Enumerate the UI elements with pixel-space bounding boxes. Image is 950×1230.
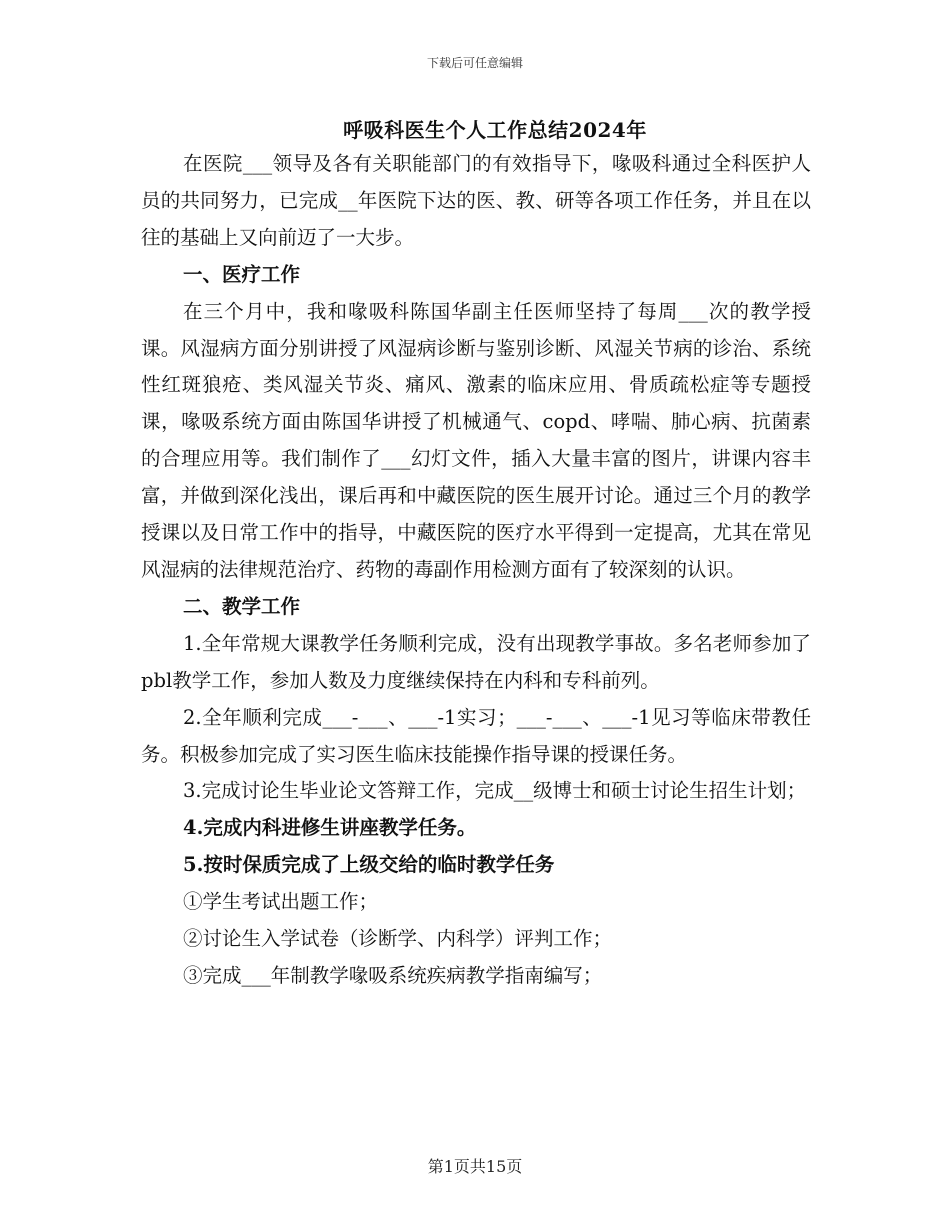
teaching-item-2: 2.全年顺利完成___-___、___-1实习；___-___、___-1见习等临床带教任务。积极参加完成了实习医生临床技能操作指导课的授课任务。: [141, 705, 811, 766]
sub-item-3: ③完成___年制教学喙吸系统疾病教学指南编写；: [183, 963, 603, 987]
teaching-item-5: 5.按时保质完成了上级交给的临时教学任务: [183, 853, 555, 877]
teaching-item-4: 4.完成内科进修生讲座教学任务。: [183, 816, 477, 840]
teaching-item-1: 1.全年常规大课教学任务顺利完成，没有出现教学事故。多名老师参加了pbl教学工作，参加人数及力度继续保持在内科和专科前列。: [141, 631, 811, 692]
header-note: 下载后可任意编辑: [426, 56, 523, 70]
intro-paragraph: 在医院___领导及各有关职能部门的有效指导下，喙吸科通过全科医护人员的共同努力，已完成__年医院下达的医、教、研等各项工作任务，并且在以往的基础上又向前迈了一大步。: [141, 152, 811, 249]
teaching-item-3: 3.完成讨论生毕业论文答辩工作，完成__级博士和硕士讨论生招生计划；: [183, 779, 807, 803]
document-body: [141, 146, 811, 995]
section-heading-teaching: 二、教学工作: [183, 594, 301, 618]
document-title: 呼吸科医生个人工作总结2024年: [343, 118, 647, 142]
page-footer: 第1页共15页: [427, 1157, 523, 1176]
medical-paragraph: 在三个月中，我和喙吸科陈国华副主任医师坚持了每周___次的教学授课。风湿病方面分别讲授了风湿病诊断与鉴别诊断、风湿关节病的诊治、系统性红斑狼疮、类风湿关节炎、痛风、激素的临床应用、骨质疏松症等专题授课，喙吸系统方面由陈国华讲授了机械通气、copd、哮喘、肺心病、抗菌素的合理应用等。我们制作了___幻灯文件，插入大量丰富的图片，讲课内容丰富，并做到深化浅出，课后再和中藏医院的医生展开讨论。通过三个月的教学授课以及日常工作中的指导，中藏医院的医疗水平得到一定提高，尤其在常见风湿病的法律规范治疗、药物的毒副作用检测方面有了较深刻的认识。: [141, 299, 811, 581]
sub-item-2: ②讨论生入学试卷（诊断学、内科学）评判工作；: [183, 927, 613, 951]
sub-item-1: ①学生考试出题工作；: [183, 890, 379, 914]
section-heading-medical: 一、医疗工作: [183, 262, 301, 286]
